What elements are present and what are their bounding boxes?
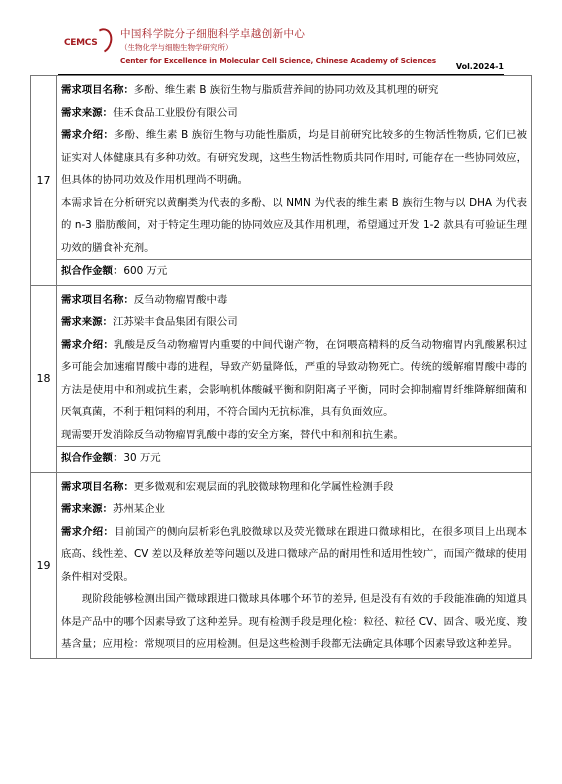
source-value: 佳禾食品工业股份有限公司 xyxy=(112,106,238,119)
org-name-cn: 中国科学院分子细胞科学卓越创新中心 xyxy=(120,28,306,40)
logo-swoosh-icon xyxy=(88,25,116,56)
requirements-table xyxy=(30,75,532,659)
cemcs-logo xyxy=(58,24,102,54)
table-row xyxy=(31,285,532,472)
org-subtitle: （生物化学与细胞生物学研究所） xyxy=(120,43,233,52)
source-label: 需求来源： xyxy=(61,106,113,119)
intro-label: 需求介绍： xyxy=(61,525,114,538)
intro-label: 需求介绍： xyxy=(61,338,114,351)
volume-label: Vol.2024-1 xyxy=(455,62,504,71)
intro-text: 多酚、维生素 B 族衍生物与功能性脂质，均是目前研究比较多的生物活性物质, 它们已被证实对人体健康具有多种功效。有研究发现，这些生物活性物质共同作用时, 可能存在一些协同效应，但具体的协同功效及作用机理尚不明确。 xyxy=(61,129,528,186)
row-number: 19 xyxy=(31,472,57,658)
intro-text: 目前国产的侧向层析彩色乳胶微球以及荧光微球在跟进口微球相比，在很多项目上出现本底高、线性差、CV 差以及释放差等问题以及进口微球产品的耐用性和适用性较广，而国产微球的使用条件相对受限。 xyxy=(61,525,528,583)
intro-text: 乳酸是反刍动物瘤胃内重要的中间代谢产物，在饲喂高精料的反刍动物瘤胃内乳酸累积过多可能会加速瘤胃酸中毒的进程，导致产奶量降低，严重的导致动物死亡。传统的缓解瘤胃酸中毒的方法是使用中和剂或抗生素，会影响机体酸碱平衡和阴阳离子平衡，同时会抑制瘤胃纤维降解细菌和厌氧真菌，不利于粗饲料的利用，不符合国内无抗标准，具有负面效应。 xyxy=(61,338,528,418)
extra-paragraph: 现阶段能够检测出国产微球跟进口微球具体哪个环节的差异, 但是没有有效的手段能准确的知道具体是产品中的哪个因素导致了这种差异。现有检测手段是理化检：粒径、粒径 CV、固含、吸光度、羧基含量；应用检：常规项目的应用检测。但是这些检测手段都无法确定具体哪个因素导致这种差异。 xyxy=(61,593,527,650)
row-content xyxy=(57,76,532,286)
amount-value: ：600 万元 xyxy=(112,265,168,277)
project-name-label: 需求项目名称： xyxy=(61,480,134,493)
source-value: 江苏梁丰食品集团有限公司 xyxy=(112,316,238,328)
project-name: 反刍动物瘤胃酸中毒 xyxy=(133,293,228,306)
project-name: 更多微观和宏观层面的乳胶微球物理和化学属性检测手段 xyxy=(133,480,394,493)
extra-paragraph: 本需求旨在分析研究以黄酮类为代表的多酚、以 NMN 为代表的维生素 B 族衍生物与以 DHA 为代表的 n-3 脂肪酸间，对于特定生理功能的协同效应及其作用机理，希望通过开发 1-2 款具有可验证生理功效的膳食补充剂。 xyxy=(61,196,527,254)
amount-value: ：30 万元 xyxy=(112,452,161,464)
source-label: 需求来源： xyxy=(61,316,113,328)
row-number: 17 xyxy=(31,76,57,286)
row-content xyxy=(57,285,532,472)
project-name-label: 需求项目名称： xyxy=(61,293,134,306)
amount-label: 拟合作金额 xyxy=(61,265,113,277)
amount-label: 拟合作金额 xyxy=(61,452,113,464)
source-value: 苏州某企业 xyxy=(112,503,165,515)
intro-label: 需求介绍： xyxy=(61,129,115,141)
table-row xyxy=(31,472,532,658)
row-number: 18 xyxy=(31,285,57,472)
project-name: 多酚、维生素 B 族衍生物与脂质营养间的协同功效及其机理的研究 xyxy=(133,84,439,96)
org-name-en: Center for Excellence in Molecular Cell Science, Chinese Academy of Sciences xyxy=(120,56,437,65)
project-name-label: 需求项目名称： xyxy=(61,84,134,96)
logo-text: CEMCS xyxy=(64,38,98,48)
table-row xyxy=(31,76,532,286)
source-label: 需求来源： xyxy=(61,503,113,515)
extra-paragraph: 现需要开发消除反刍动物瘤胃乳酸中毒的安全方案，替代中和剂和抗生素。 xyxy=(61,428,404,441)
row-content xyxy=(57,472,532,658)
page-header xyxy=(58,18,504,74)
